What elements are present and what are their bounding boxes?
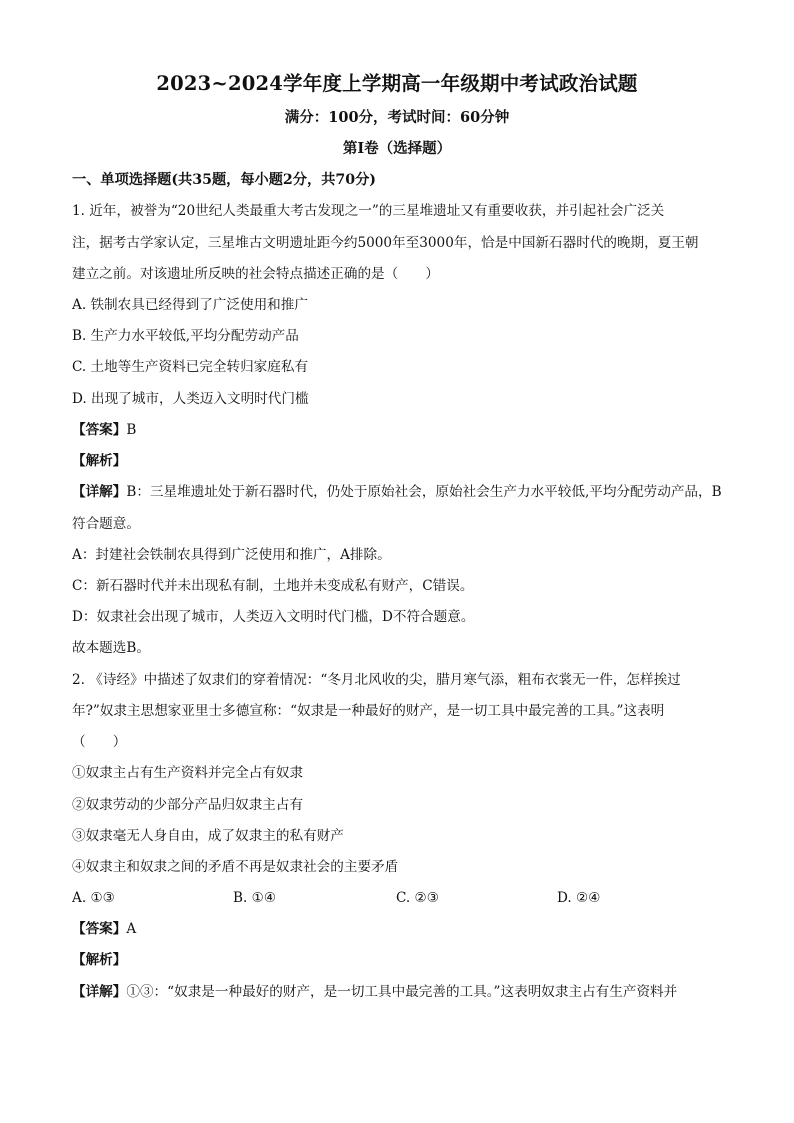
q1-analysis-label: 【解析】 [72,453,127,469]
q1-detail-c: C：新石器时代并未出现私有制，土地并未变成私有财产，C错误。 [72,578,474,594]
q2-answer-value: A [126,921,137,937]
q2-option-c: C. ②③ [396,890,439,906]
q1-detail-a: A：封建社会铁制农具得到广泛使用和推广，A排除。 [72,547,391,563]
q1-detail-d: D：奴隶社会出现了城市，人类迈入文明时代门槛，D不符合题意。 [72,609,475,625]
q1-option-c: C. 土地等生产资料已完全转归家庭私有 [72,359,309,375]
q1-detail-label: 【详解】 [72,484,127,500]
q2-option-a: A. ①③ [72,890,115,906]
q1-detail-line1 [72,482,722,502]
page-title: 2023~2024学年度上学期高一年级期中考试政治试题 [156,72,638,95]
q1-conclusion: 故本题选B。 [72,640,150,656]
q1-detail-line2: 符合题意。 [72,516,140,532]
q2-analysis-label: 【解析】 [72,952,127,968]
section-heading: 一、单项选择题(共35题，每小题2分，共70分) [72,172,376,188]
q1-option-a: A. 铁制农具已经得到了广泛使用和推广 [72,297,308,313]
q1-detail-text: B：三星堆遗址处于新石器时代，仍处于原始社会，原始社会生产力水平较低,平均分配劳动产品，B [126,484,722,500]
q2-item3: ③奴隶毫无人身自由，成了奴隶主的私有财产 [72,828,344,844]
q2-option-d: D. ②④ [557,890,601,906]
q1-answer [72,420,136,440]
q2-item1: ①奴隶主占有生产资料并完全占有奴隶 [72,765,304,781]
q2-stem-line2: 年?”奴隶主思想家亚里士多德宣称：“奴隶是一种最好的财产，是一切工具中最完善的工具。”这表明 [72,703,665,719]
q1-stem-line2: 注，据考古学家认定，三星堆古文明遗址距今约5000年至3000年，恰是中国新石器时代的晚期，夏王朝 [72,235,699,251]
volume-heading: 第I卷（选择题） [342,140,452,157]
score-time-line: 满分：100分，考试时间：60分钟 [284,109,510,126]
q2-stem-line1: 2. 《诗经》中描述了奴隶们的穿着情况：“冬月北风收的尖，腊月寒气添，粗布衣裳无一件，怎样挨过 [72,672,681,688]
q1-answer-label: 【答案】 [72,422,127,438]
q1-stem-line1: 1. 近年，被誉为“20世纪人类最重大考古发现之一”的三星堆遗址又有重要收获，并引起社会广泛关 [72,203,665,219]
q2-detail-line1 [72,982,677,1002]
q2-answer-label: 【答案】 [72,921,127,937]
q2-answer [72,919,136,939]
q2-detail-text: ①③：“奴隶是一种最好的财产，是一切工具中最完善的工具。”这表明奴隶主占有生产资料并 [126,984,678,1000]
q2-item2: ②奴隶劳动的少部分产品归奴隶主占有 [72,797,304,813]
q1-option-b: B. 生产力水平较低,平均分配劳动产品 [72,328,299,344]
q2-option-b: B. ①④ [233,890,277,906]
q1-option-d: D. 出现了城市，人类迈入文明时代门槛 [72,391,309,407]
q1-answer-value: B [126,422,137,438]
q1-stem-line3: 建立之前。对该遗址所反映的社会特点描述正确的是（ ） [72,266,440,282]
q2-stem-line3: （ ） [72,734,127,750]
q2-item4: ④奴隶主和奴隶之间的矛盾不再是奴隶社会的主要矛盾 [72,859,399,875]
q2-detail-label: 【详解】 [72,984,127,1000]
